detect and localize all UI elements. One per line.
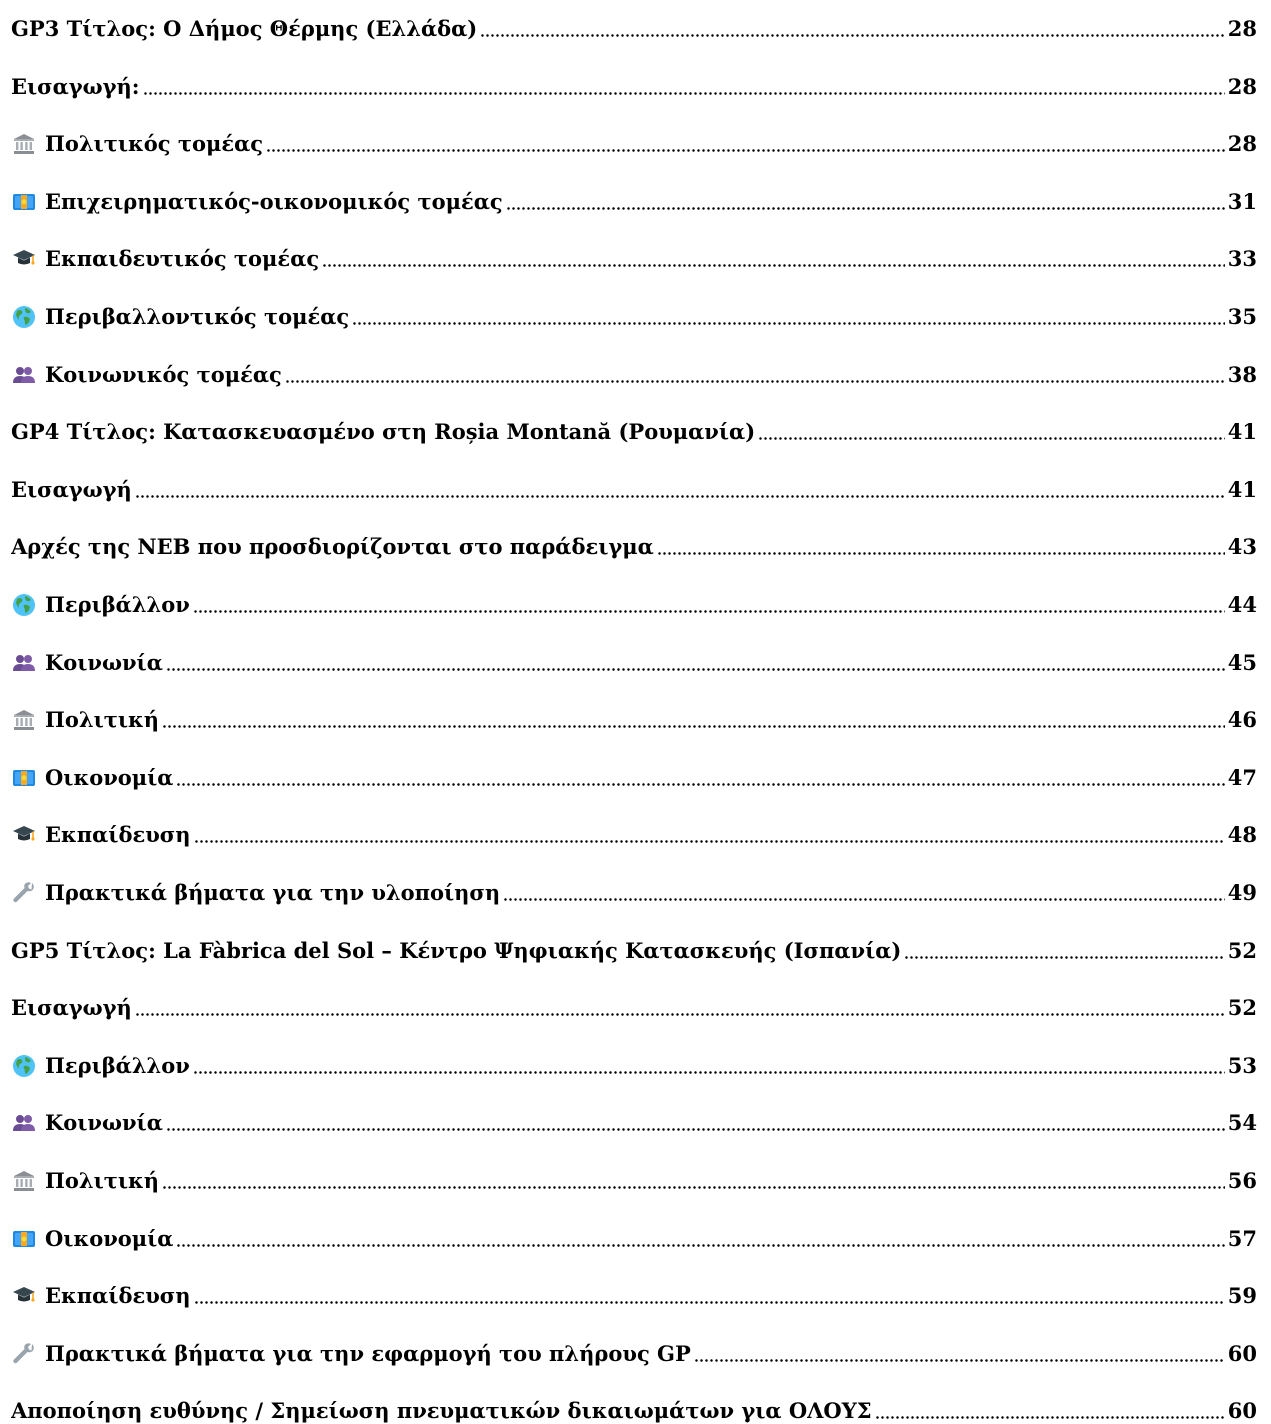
toc-entry-title: GP5 Τίτλος: La Fàbrica del Sol – Κέντρο Ψηφιακής Κατασκευής (Ισπανία) [11, 937, 902, 963]
toc-entry[interactable] [11, 1384, 1257, 1424]
toc-page-number: 31 [1227, 188, 1257, 214]
graduation-cap-icon [11, 246, 37, 272]
toc-entry-title: Κοινωνία [45, 1110, 163, 1136]
toc-dot-leader [143, 92, 1225, 95]
toc-entry[interactable] [11, 751, 1257, 791]
toc-entry[interactable] [11, 981, 1257, 1021]
toc-entry-title: Κοινωνία [45, 649, 163, 675]
toc-page-number: 52 [1227, 995, 1257, 1021]
toc-entry-title: Κοινωνικός τομέας [45, 361, 282, 387]
toc-page-number: 38 [1227, 361, 1257, 387]
toc-page-number: 49 [1227, 880, 1257, 905]
toc-entry[interactable] [11, 348, 1257, 388]
toc-entry-title: Πολιτική [45, 707, 160, 733]
toc-page-number: 60 [1227, 1340, 1257, 1366]
toc-dot-leader [162, 725, 1225, 728]
toc-entry-title: Πολιτική [45, 1168, 160, 1193]
toc-entry-title: GP4 Τίτλος: Κατασκευασμένο στη Roșia Montană (Ρουμανία) [11, 419, 756, 445]
toc-page-number: 59 [1227, 1283, 1257, 1309]
toc-entry-title: Περιβάλλον [45, 1052, 190, 1078]
money-icon [11, 1226, 37, 1252]
toc-page-number: 41 [1227, 476, 1257, 502]
toc-entry[interactable] [11, 693, 1257, 733]
toc-entry-title: GP3 Τίτλος: Ο Δήμος Θέρμης (Ελλάδα) [11, 16, 478, 41]
toc-dot-leader [352, 322, 1225, 325]
toc-entry-title: Πρακτικά βήματα για την εφαρμογή του πλήρους GP [45, 1340, 691, 1366]
toc-dot-leader [904, 956, 1224, 959]
toc-entry[interactable] [11, 1039, 1257, 1079]
toc-entry-title: Περιβαλλοντικός τομέας [45, 304, 350, 329]
toc-entry-title: Εισαγωγή [11, 476, 132, 502]
people-icon [11, 650, 37, 676]
toc-dot-leader [875, 1416, 1225, 1419]
wrench-icon [11, 880, 37, 906]
toc-dot-leader [166, 668, 1225, 671]
globe-icon [11, 592, 37, 618]
toc-dot-leader [266, 149, 1225, 152]
toc-entry-title: Εισαγωγή [11, 995, 132, 1021]
toc-entry[interactable] [11, 60, 1257, 100]
toc-dot-leader [162, 1186, 1225, 1189]
globe-icon [11, 304, 37, 330]
toc-entry-title: Εκπαίδευση [45, 822, 191, 848]
toc-dot-leader [506, 207, 1225, 210]
globe-icon [11, 1053, 37, 1079]
toc-page-number: 44 [1227, 592, 1257, 617]
toc-entry[interactable] [11, 808, 1257, 848]
toc-dot-leader [166, 1128, 1225, 1131]
toc-entry-title: Αρχές της NEB που προσδιορίζονται στο παράδειγμα [11, 534, 654, 560]
toc-entry-title: Οικονομία [45, 1225, 174, 1251]
toc-dot-leader [503, 898, 1225, 901]
toc-page-number: 28 [1227, 16, 1257, 41]
toc-dot-leader [194, 840, 1225, 843]
toc-entry[interactable] [11, 405, 1257, 445]
toc-entry[interactable] [11, 1096, 1257, 1136]
toc-entry[interactable] [11, 463, 1257, 503]
toc-dot-leader [135, 495, 1225, 498]
toc-dot-leader [322, 264, 1225, 267]
toc-entry[interactable] [11, 1269, 1257, 1309]
toc-entry[interactable] [11, 117, 1257, 157]
graduation-cap-icon [11, 1283, 37, 1309]
toc-entry[interactable] [11, 2, 1257, 42]
toc-entry-title: Πολιτικός τομέας [45, 131, 264, 157]
toc-entry[interactable] [11, 1327, 1257, 1367]
toc-page-number: 35 [1227, 304, 1257, 329]
toc-entry-title: Οικονομία [45, 764, 174, 790]
money-icon [11, 189, 37, 215]
toc-page-number: 33 [1227, 246, 1257, 272]
toc-dot-leader [694, 1359, 1225, 1362]
wrench-icon [11, 1341, 37, 1367]
graduation-cap-icon [11, 822, 37, 848]
toc-page-number: 41 [1227, 419, 1257, 445]
toc-entry-title: Αποποίηση ευθύνης / Σημείωση πνευματικών δικαιωμάτων για ΟΛΟΥΣ [11, 1398, 872, 1424]
toc-page-number: 52 [1227, 937, 1257, 963]
toc-page-number: 48 [1227, 822, 1257, 848]
toc-dot-leader [193, 610, 1225, 613]
toc-dot-leader [194, 1301, 1225, 1304]
toc-dot-leader [193, 1071, 1225, 1074]
toc-entry-title: Εκπαίδευση [45, 1283, 191, 1309]
toc-entry[interactable] [11, 175, 1257, 215]
toc-page-number: 60 [1227, 1398, 1257, 1424]
toc-entry-title: Εκπαιδευτικός τομέας [45, 246, 320, 272]
toc-page-number: 28 [1227, 73, 1257, 99]
toc-dot-leader [758, 437, 1225, 440]
toc-entry-title: Εισαγωγή: [11, 73, 140, 99]
toc-entry[interactable] [11, 636, 1257, 676]
toc-page-number: 57 [1227, 1225, 1257, 1251]
toc-dot-leader [176, 1244, 1224, 1247]
toc-entry-title: Επιχειρηματικός-οικονομικός τομέας [45, 188, 503, 214]
classical-building-icon [11, 707, 37, 733]
toc-page-number: 54 [1227, 1110, 1257, 1136]
toc-dot-leader [480, 34, 1225, 37]
toc-dot-leader [285, 380, 1225, 383]
people-icon [11, 1110, 37, 1136]
toc-entry[interactable] [11, 1212, 1257, 1252]
toc-page-number: 45 [1227, 649, 1257, 675]
toc-dot-leader [135, 1013, 1225, 1016]
toc-page-number: 46 [1227, 707, 1257, 733]
toc-entry[interactable] [11, 866, 1257, 906]
toc-entry-title: Πρακτικά βήματα για την υλοποίηση [45, 880, 501, 905]
classical-building-icon [11, 131, 37, 157]
money-icon [11, 765, 37, 791]
toc-entry[interactable] [11, 520, 1257, 560]
toc-entry[interactable] [11, 578, 1257, 618]
toc-dot-leader [176, 783, 1224, 786]
toc-page-number: 43 [1227, 534, 1257, 560]
toc-entry[interactable] [11, 924, 1257, 964]
people-icon [11, 362, 37, 388]
toc-entry[interactable] [11, 232, 1257, 272]
toc-page-number: 47 [1227, 764, 1257, 790]
toc-dot-leader [657, 552, 1225, 555]
toc-page-number: 53 [1227, 1052, 1257, 1078]
toc-entry-title: Περιβάλλον [45, 592, 190, 617]
toc-entry[interactable] [11, 1154, 1257, 1194]
toc-page-number: 28 [1227, 131, 1257, 157]
toc-entry[interactable] [11, 290, 1257, 330]
classical-building-icon [11, 1168, 37, 1194]
toc-page-number: 56 [1227, 1168, 1257, 1193]
